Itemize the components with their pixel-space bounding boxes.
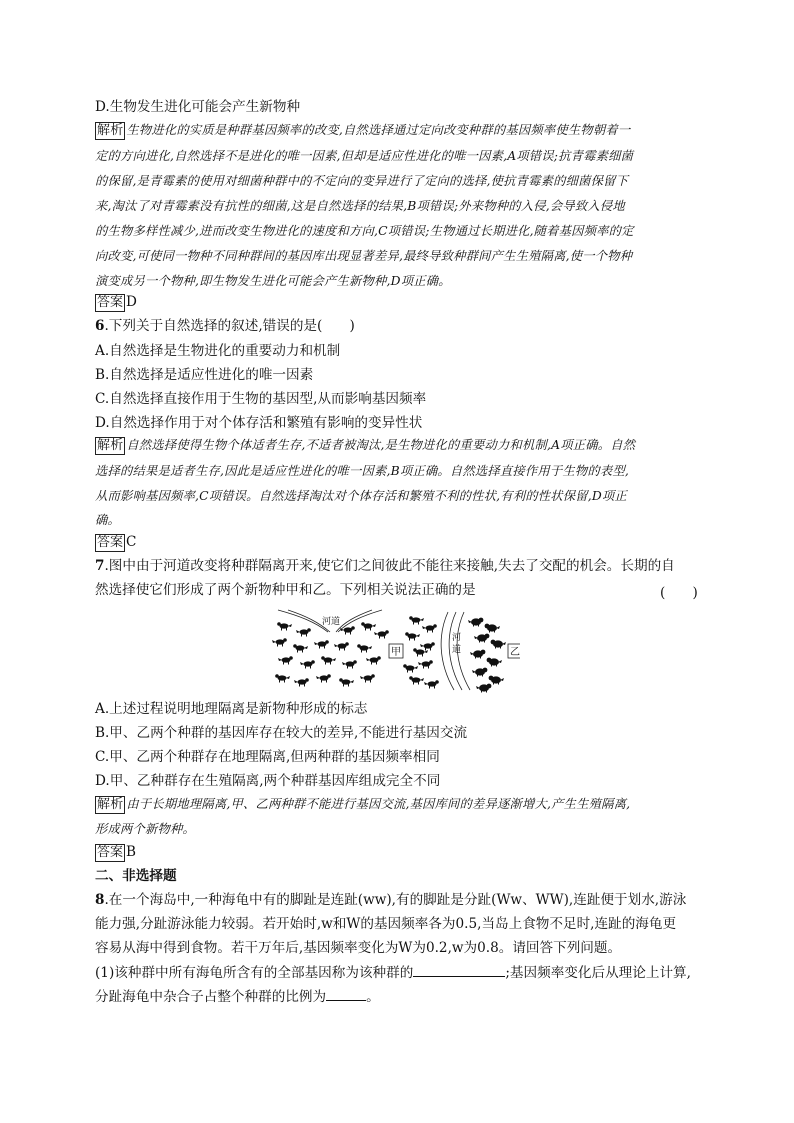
animal-silhouette-icon xyxy=(474,634,489,643)
q5-analysis-line-5: 的生物多样性减少,进而改变生物进化的速度和方向,C项错误;生物通过长期进化,随着基因频率的定 xyxy=(95,224,634,238)
animal-silhouette-icon xyxy=(275,674,290,682)
q6-analysis-line-3: 从而影响基因频率,C项错误。自然选择淘汰对个体存活和繁殖不利的性状,有利的性状保留,D项正 xyxy=(95,489,627,503)
q7-option-b: B.甲、乙两个种群的基因库存在较大的差异,不能进行基因交流 xyxy=(95,725,468,741)
animal-silhouette-icon xyxy=(472,668,487,677)
animal-silhouette-icon xyxy=(360,674,375,682)
species-a-label: 甲 xyxy=(391,647,401,658)
river-split-panel xyxy=(389,612,520,693)
animal-silhouette-icon xyxy=(409,676,424,684)
q7-analysis-line-1: 解析 由于长期地理隔离,甲、乙两种群不能进行基因交流,基因库间的差异逐渐增大,产生生殖隔离, xyxy=(97,797,631,812)
river-label-right: 河道 xyxy=(452,633,462,655)
q5-analysis-line-7: 演变成另一个物种,即生物发生进化可能会产生新物种,D项正确。 xyxy=(95,274,451,288)
q6-analysis-line-2: 选择的结果是适者生存,因此是适应性进化的唯一因素,B项正确。自然选择直接作用于生物的表型, xyxy=(95,464,629,478)
q5-answer xyxy=(95,293,137,312)
q7-analysis-line-2: 形成两个新物种。 xyxy=(95,822,195,836)
animal-silhouette-icon xyxy=(296,628,311,636)
answer-tag: 答案 xyxy=(97,295,124,310)
isolation-figure xyxy=(270,608,520,694)
animal-silhouette-icon xyxy=(293,644,308,652)
q7-answer-value: B xyxy=(126,844,137,860)
q5-analysis-line-3: 的保留,是青霉素的使用对细菌种群中的不定向的变异进行了定向的选择,使抗青霉素的细菌保留下 xyxy=(95,174,629,188)
animal-silhouette-icon xyxy=(366,656,381,664)
analysis-tag: 解析 xyxy=(97,797,124,812)
q6-answer xyxy=(95,533,136,552)
q6-option-d: D.自然选择作用于对个体存活和繁殖有影响的变异性状 xyxy=(95,415,423,431)
animal-silhouette-icon xyxy=(403,664,418,672)
answer-tag: 答案 xyxy=(97,535,124,550)
q5-analysis-line-4: 来,淘汰了对青霉素没有抗性的细菌,这是自然选择的结果,B项错误;外来物种的入侵,会导致入侵地 xyxy=(95,199,625,213)
animal-silhouette-icon xyxy=(340,626,355,634)
q6-stem: 6.下列关于自然选择的叙述,错误的是( ) xyxy=(95,318,355,334)
q7-answer xyxy=(95,843,136,862)
animal-silhouette-icon xyxy=(314,640,329,648)
animal-silhouette-icon xyxy=(422,624,437,632)
animal-silhouette-icon xyxy=(342,660,357,668)
animal-silhouette-icon xyxy=(409,616,424,624)
q6-answer-value: C xyxy=(126,534,137,550)
animal-silhouette-icon xyxy=(470,650,485,659)
species-b-label: 乙 xyxy=(510,647,520,658)
q8-sub1-line-1: (1)该种群中所有海龟所含有的全部基因称为该种群的 ;基因频率变化后从理论上计算, xyxy=(95,965,691,981)
q8-sub1-line-2: 分趾海龟中杂合子占整个种群的比例为 。 xyxy=(95,989,380,1005)
animal-silhouette-icon xyxy=(278,656,293,664)
q5-analysis-line-2: 定的方向进化,自然选择不是进化的唯一因素,但却是适应性进化的唯一因素,A项错误;抗青霉素细菌 xyxy=(95,149,634,163)
animal-silhouette-icon xyxy=(468,618,483,627)
q8-number: 8 xyxy=(95,892,105,908)
q7-stem-line-1: 7.图中由于河道改变将种群隔离开来,使它们之间彼此不能往来接触,失去了交配的机会。长期的自 xyxy=(95,558,675,574)
animal-silhouette-icon xyxy=(339,678,354,686)
analysis-tag: 解析 xyxy=(97,123,124,138)
analysis-tag: 解析 xyxy=(97,438,124,453)
q5-analysis-line-1: 解析 生物进化的实质是种群基因频率的改变,自然选择通过定向改变种群的基因频率使生物朝着一 xyxy=(97,123,631,138)
animal-silhouette-icon xyxy=(357,644,372,652)
section-heading: 二、非选择题 xyxy=(95,868,177,884)
q6-number: 6 xyxy=(95,318,105,334)
animal-silhouette-icon xyxy=(316,674,331,682)
q7-stem-line-2: 然选择使它们形成了两个新物种甲和乙。下列相关说法正确的是 xyxy=(95,582,476,598)
q5-answer-value: D xyxy=(126,294,137,310)
animal-silhouette-icon xyxy=(321,656,336,664)
q6-analysis-line-4: 确。 xyxy=(95,513,120,527)
q6-option-c: C.自然选择直接作用于生物的基因型,从而影响基因频率 xyxy=(95,391,427,407)
fill-blank-1[interactable] xyxy=(413,963,505,977)
river-top-panel xyxy=(272,610,389,687)
animal-silhouette-icon xyxy=(294,678,309,686)
animal-silhouette-icon xyxy=(405,632,420,640)
q7-number: 7 xyxy=(95,558,105,574)
animal-silhouette-icon xyxy=(300,660,315,668)
animal-silhouette-icon xyxy=(489,676,504,685)
animal-silhouette-icon xyxy=(424,680,439,688)
q5-analysis-line-6: 向改变,可使同一物种不同种群间的基因库出现显著差异,最终导致种群间产生生殖隔离,使一个物种 xyxy=(95,249,633,263)
animal-silhouette-icon xyxy=(485,624,500,633)
animal-silhouette-icon xyxy=(418,660,433,668)
q6-option-a: A.自然选择是生物进化的重要动力和机制 xyxy=(95,343,341,359)
animal-silhouette-icon xyxy=(420,642,435,650)
q7-answer-paren: ( ) xyxy=(660,585,698,601)
animal-silhouette-icon xyxy=(491,640,506,649)
animal-silhouette-icon xyxy=(476,684,491,693)
q6-analysis-line-1: 解析 自然选择使得生物个体适者生存,不适者被淘汰,是生物进化的重要动力和机制,A项正确。自然 xyxy=(97,438,636,453)
animal-silhouette-icon xyxy=(361,622,376,630)
answer-tag: 答案 xyxy=(97,845,124,860)
q7-option-d: D.甲、乙种群存在生殖隔离,两个种群基因库组成完全不同 xyxy=(95,773,441,789)
animal-silhouette-icon xyxy=(277,622,292,630)
river-label-left: 河道 xyxy=(322,617,341,627)
q8-line-1: 8.在一个海岛中,一种海龟中有的脚趾是连趾(ww),有的脚趾是分趾(Ww、WW),连趾便于划水,游泳 xyxy=(95,892,687,908)
q8-line-2: 能力强,分趾游泳能力较弱。若开始时,w和W的基因频率各为0.5,当岛上食物不足时,连趾的海龟更 xyxy=(95,916,677,932)
q6-option-b: B.自然选择是适应性进化的唯一因素 xyxy=(95,367,314,383)
animal-silhouette-icon xyxy=(334,642,349,650)
q5-option-d: D.生物发生进化可能会产生新物种 xyxy=(95,99,301,115)
q8-line-3: 容易从海中得到食物。若干万年后,基因频率变化为W为0.2,w为0.8。请回答下列问题。 xyxy=(95,940,622,956)
animal-silhouette-icon xyxy=(272,638,287,646)
fill-blank-2[interactable] xyxy=(326,987,366,1001)
q7-option-c: C.甲、乙两个种群存在地理隔离,但两种群的基因频率相同 xyxy=(95,749,440,765)
animal-silhouette-icon xyxy=(374,630,389,638)
animal-silhouette-icon xyxy=(487,658,502,667)
q7-option-a: A.上述过程说明地理隔离是新物种形成的标志 xyxy=(95,701,368,717)
